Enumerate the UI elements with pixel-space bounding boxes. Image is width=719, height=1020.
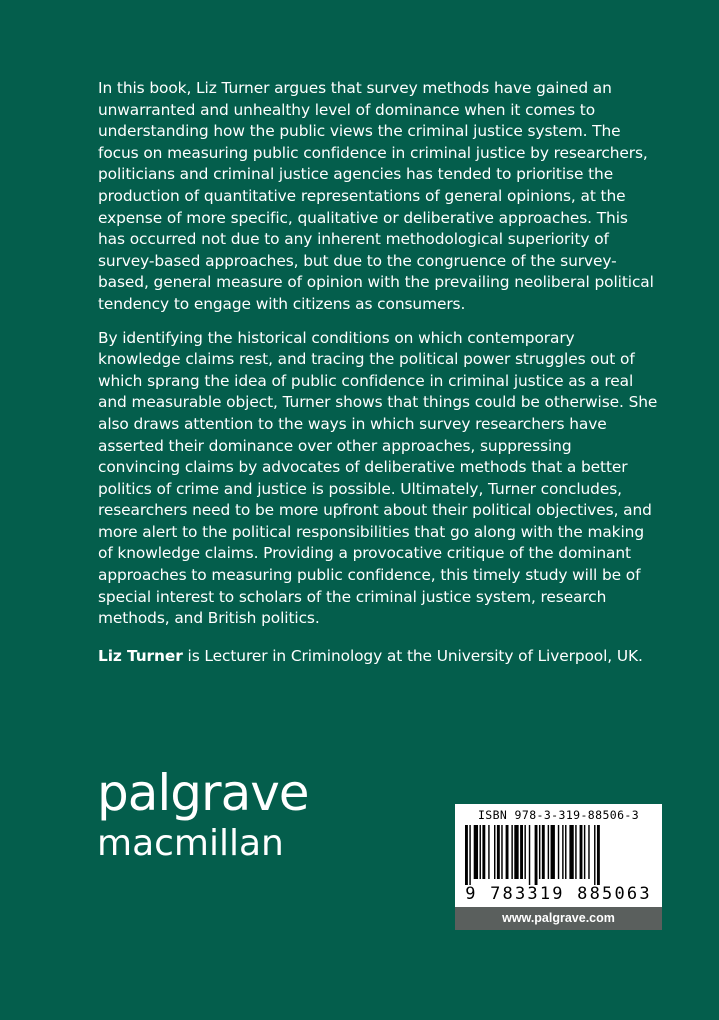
barcode-bar xyxy=(575,825,576,879)
barcode-bar xyxy=(501,825,502,879)
barcode-bar xyxy=(558,825,559,879)
barcode-bars xyxy=(465,825,652,885)
blurb-paragraph-2: By identifying the historical conditions on which contemporary knowledge claims rest, and tracing the political power struggles out of which sprang the idea of public confidence in criminal justice as a real and measurable object, Turner shows that things could be otherwise. She also draws attention to the ways in which survey researchers have asserted their dominance over other approaches, suppressing convincing claims by advocates of deliberative methods that a better politics of crime and justice is possible. Ultimately, Turner concludes, researchers need to be more upfront about their political objectives, and more alert to the political responsibilities that go along with the making of knowledge claims. Providing a provocative critique of the dominant approaches to measuring public confidence, this timely study will be of special interest to scholars of the criminal justice system, research methods, and British politics. xyxy=(98,328,658,628)
publisher-logo-line-2: macmillan xyxy=(97,823,284,864)
barcode-bar xyxy=(465,825,468,885)
publisher-logo-line-1: palgrave xyxy=(97,764,309,822)
barcode-digits: 9 783319 885063 xyxy=(465,884,652,904)
barcode-bar xyxy=(506,825,509,879)
barcode-bar xyxy=(529,825,530,885)
barcode-bar xyxy=(594,825,595,885)
barcode-bar xyxy=(588,825,589,879)
barcode-bar xyxy=(520,825,523,879)
barcode-bar xyxy=(597,825,600,885)
barcode-bar xyxy=(511,825,512,879)
isbn-barcode xyxy=(455,804,662,907)
author-bio xyxy=(98,646,658,668)
author-bio-text: is Lecturer in Criminology at the University of Liverpool, UK. xyxy=(182,646,643,665)
barcode-bar xyxy=(469,825,470,885)
barcode-bar xyxy=(562,825,563,879)
barcode-bar xyxy=(565,825,566,879)
barcode-bar xyxy=(539,825,540,879)
publisher-logo xyxy=(97,764,309,864)
barcode-bar xyxy=(524,825,525,879)
barcode-bar xyxy=(497,825,500,879)
isbn-label: ISBN 978-3-319-88506-3 xyxy=(477,808,640,822)
barcode-bar xyxy=(551,825,555,879)
barcode-bar xyxy=(488,825,489,879)
barcode-bar xyxy=(480,825,481,879)
barcode-bar xyxy=(580,825,583,879)
author-name: Liz Turner xyxy=(98,646,183,665)
barcode-bar xyxy=(584,825,585,879)
barcode-bar xyxy=(482,825,485,879)
back-cover-blurb xyxy=(98,78,658,679)
barcode-bar xyxy=(474,825,478,879)
barcode-bar xyxy=(535,825,538,885)
barcode-bar xyxy=(494,825,495,879)
barcode-bar xyxy=(569,825,573,879)
barcode-bar xyxy=(514,825,518,879)
publisher-url: www.palgrave.com xyxy=(455,907,662,930)
barcode-bar xyxy=(548,825,549,879)
barcode-bar xyxy=(542,825,545,879)
blurb-paragraph-1: In this book, Liz Turner argues that survey methods have gained an unwarranted and unhealthy level of dominance when it comes to understanding how the public views the criminal justice system. The focus on measuring public confidence in criminal justice by researchers, politicians and criminal justice agencies has tended to prioritise the production of quantitative representations of general opinions, at the expense of more specific, qualitative or deliberative approaches. This has occurred not due to any inherent methodological superiority of survey-based approaches, but due to the congruence of the survey-based, general measure of opinion with the prevailing neoliberal political tendency to engage with citizens as consumers. xyxy=(98,79,654,313)
